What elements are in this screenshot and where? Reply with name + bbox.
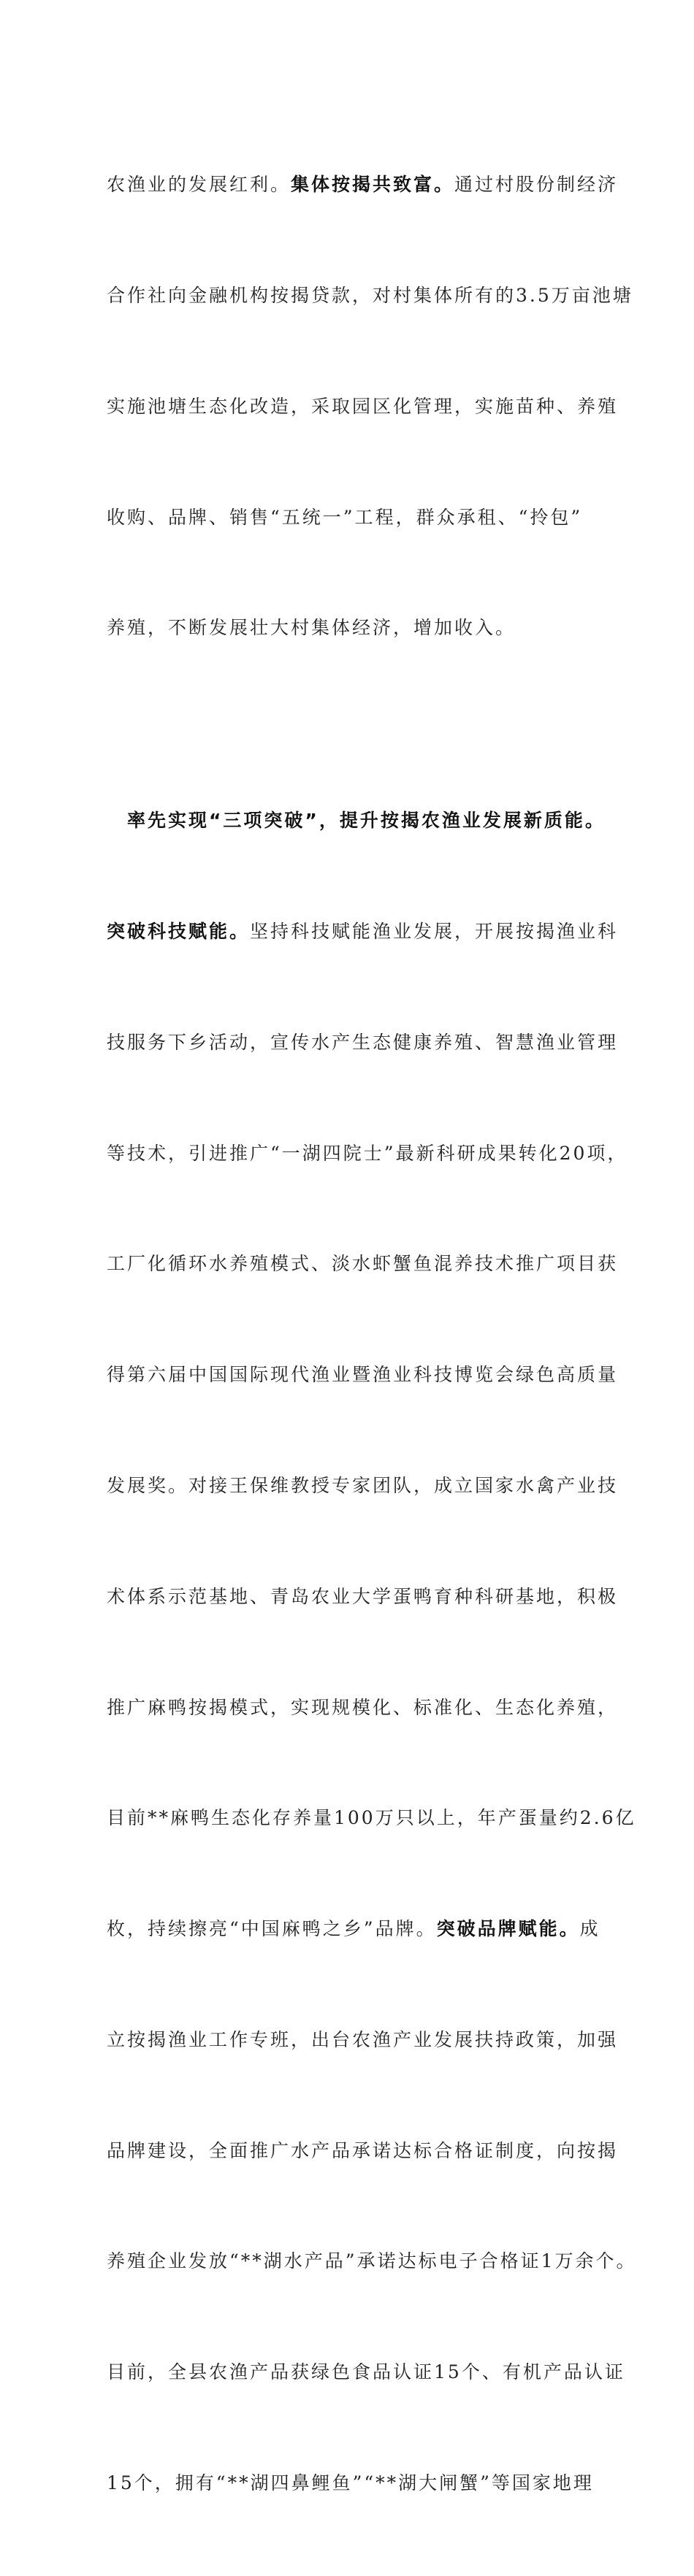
text-line: 技服务下乡活动，宣传水产生态健康养殖、智慧渔业管理 [107, 1031, 619, 1053]
bold-subheading: 突破品牌赋能。 [436, 1918, 580, 1940]
text-line: 养殖，不断发展壮大村集体经济，增加收入。 [107, 617, 516, 639]
text-line: 收购、品牌、销售“五统一”工程，群众承租、“拎包” [107, 506, 583, 528]
text-line: 目前**麻鸭生态化存养量100万只以上，年产蛋量约2.6亿 [107, 1807, 636, 1829]
bold-subheading: 集体按揭共致富。 [291, 174, 455, 196]
text-line: 突破科技赋能。坚持科技赋能渔业发展，开展按揭渔业科 [107, 921, 619, 943]
text-line: 推广麻鸭按揭模式，实现规模化、标准化、生态化养殖， [107, 1696, 619, 1718]
text-line: 15个，拥有“**湖四鼻鲤鱼”“**湖大闸蟹”等国家地理 [107, 2472, 594, 2493]
text-line: 实施池塘生态化改造，采取园区化管理，实施苗种、养殖 [107, 395, 619, 417]
text-line: 得第六届中国国际现代渔业暨渔业科技博览会绿色高质量 [107, 1364, 619, 1386]
text-line: 发展奖。对接王保维教授专家团队，成立国家水禽产业技 [107, 1474, 619, 1496]
text-line: 工厂化循环水养殖模式、淡水虾蟹鱼混养技术推广项目获 [107, 1253, 619, 1275]
text-line: 目前，全县农渔产品获绿色食品认证15个、有机产品认证 [107, 2361, 625, 2383]
paragraph-three-breakthroughs [107, 729, 637, 2576]
text-line: 合作社向金融机构按揭贷款，对村集体所有的3.5万亩池塘 [107, 284, 633, 306]
paragraph-gap [107, 721, 611, 729]
text-line: 等技术，引进推广“一湖四院士”最新科研成果转化20项， [107, 1142, 628, 1164]
text-line: 农渔业的发展红利。集体按揭共致富。通过村股份制经济 [107, 174, 619, 196]
text-line: 枚，持续擦亮“中国麻鸭之乡”品牌。突破品牌赋能。成 [107, 1918, 600, 1940]
text-line: 立按揭渔业工作专班，出台农渔产业发展扶持政策，加强 [107, 2028, 619, 2050]
document-body [107, 93, 637, 2576]
section-heading: 率先实现“三项突破”，提升按揭农渔业发展新质能。 [107, 810, 606, 832]
text-line: 品牌建设，全面推广水产品承诺达标合格证制度，向按揭 [107, 2139, 619, 2161]
text-line: 术体系示范基地、青岛农业大学蛋鸭育种科研基地，积极 [107, 1585, 619, 1607]
paragraph-collective-mortgage [107, 93, 633, 721]
text-line: 养殖企业发放“**湖水产品”承诺达标电子合格证1万余个。 [107, 2250, 637, 2272]
bold-subheading: 突破科技赋能。 [107, 921, 251, 943]
